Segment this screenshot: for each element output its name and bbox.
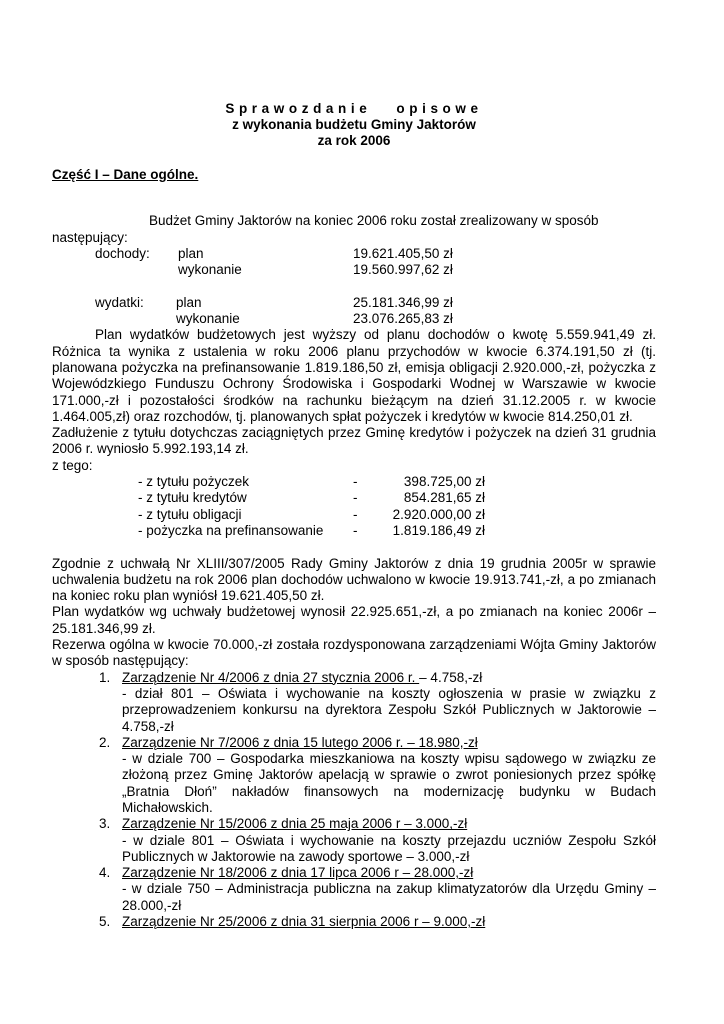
paragraph-uchwala: Zgodnie z uchwałą Nr XLIII/307/2005 Rady Gminy Jaktorów z dnia 19 grudnia 2005r w sprawie uchwalenia budżetu na rok 2006 plan dochodów uchwalono w kwocie 19.913.741,-zł, a po zmianach na koniec roku plan wyniósł 19.621.405,50 zł.: [52, 555, 656, 604]
debt-item: - pożyczka na prefinansowanie - 1.819.186,49 zł: [138, 522, 485, 538]
debt-item: - z tytułu kredytów - 854.281,65 zł: [138, 490, 485, 506]
paragraph-rezerwa: Rezerwa ogólna w kwocie 70.000,-zł została rozdysponowana zarządzeniami Wójta Gminy Jaktorów w sposób następujący:: [52, 637, 656, 669]
intro-line-2: następujący:: [52, 229, 128, 245]
wydatki-plan-row: wydatki: plan 25.181.346,99 zł: [95, 294, 453, 310]
intro-line: Budżet Gminy Jaktorów na koniec 2006 roku został zrealizowany w sposób: [149, 213, 599, 229]
list-item: 1. Zarządzenie Nr 4/2006 z dnia 27 stycznia 2006 r. – 4.758,-zł - dział 801 – Oświata i wychowanie na koszty ogłoszenia w prasie w związku z przeprowadzeniem konkursu na dyrektora Zespołu Szkół Publicznych w Jaktorowie – 4.758,-zł: [99, 669, 656, 734]
document-title: [52, 101, 656, 149]
title-line-3: za rok 2006: [317, 133, 391, 148]
document-page: [52, 101, 656, 930]
list-item: 5. Zarządzenie Nr 25/2006 z dnia 31 sierpnia 2006 r – 9.000,-zł: [99, 914, 486, 930]
paragraph-wydatki: Plan wydatków wg uchwały budżetowej wynosił 22.925.651,-zł, a po zmianach na koniec 2006r – 25.181.346,99 zł.: [52, 604, 656, 636]
paragraph-plan: Plan wydatków budżetowych jest wyższy od planu dochodów o kwotę 5.559.941,49 zł. Różnica ta wynika z ustalenia w roku 2006 planu przychodów w kwocie 6.374.191,50 zł (tj. planowana pożyczka na prefinansowanie 1.819.186,50 zł, emisja obligacji 2.920.000,-zł, pożyczka z Wojewódzkiego Funduszu Ochrony Środowiska i Gospodarki Wodnej w Warszawie w kwocie 171.000,-zł i pozostałości środków na rachunku bieżącym na dzień 31.12.2005 r. w kwocie 1.464.005,zł) oraz rozchodów, tj. planowanych spłat pożyczek i kredytów w kwocie 814.250,01 zł.: [52, 327, 656, 424]
zarzadzenia-list: [52, 670, 656, 931]
title-line-2: z wykonania budżetu Gminy Jaktorów: [232, 117, 476, 132]
debt-item: - z tytułu pożyczek - 398.725,00 zł: [138, 474, 485, 490]
section-heading: Część I – Dane ogólne.: [52, 167, 199, 182]
dochody-wykonanie-row: wykonanie 19.560.997,62 zł: [178, 262, 453, 278]
paragraph-debt: Zadłużenie z tytułu dotychczas zaciągniętych przez Gminę kredytów i pożyczek na dzień 31 grudnia 2006 r. wyniosło 5.992.193,14 zł.: [52, 425, 656, 457]
wydatki-wykonanie-row: wykonanie 23.076.265,83 zł: [176, 311, 453, 327]
list-item: 2. Zarządzenie Nr 7/2006 z dnia 15 lutego 2006 r. – 18.980,-zł - w dziale 700 – Gospodarka mieszkaniowa na koszty wpisu sądowego w związku ze złożoną przez Gminę Jaktorów apelacją w sprawie o zwrot poniesionych przez spółkę „Bratnia Dłoń” nakładów finansowych na modernizację budynku w Budach Michałowskich.: [99, 734, 656, 815]
z-tego-label: z tego:: [52, 457, 93, 473]
debt-item: - z tytułu obligacji - 2.920.000,00 zł: [138, 506, 485, 522]
debt-items: [52, 474, 656, 539]
title-line-1: Sprawozdanie opisowe: [225, 101, 483, 116]
list-item: 3. Zarządzenie Nr 15/2006 z dnia 25 maja 2006 r – 3.000,-zł - w dziale 801 – Oświata i wychowanie na koszty przejazdu uczniów Zespołu Szkół Publicznych w Jaktorowie na zawody sportowe – 3.000,-zł: [99, 816, 656, 864]
list-item: 4. Zarządzenie Nr 18/2006 z dnia 17 lipca 2006 r – 28.000,-zł - w dziale 750 – Administracja publiczna na zakup klimatyzatorów dla Urzędu Gminy – 28.000,-zł: [99, 865, 656, 913]
dochody-plan-row: dochody: plan 19.621.405,50 zł: [95, 245, 453, 261]
